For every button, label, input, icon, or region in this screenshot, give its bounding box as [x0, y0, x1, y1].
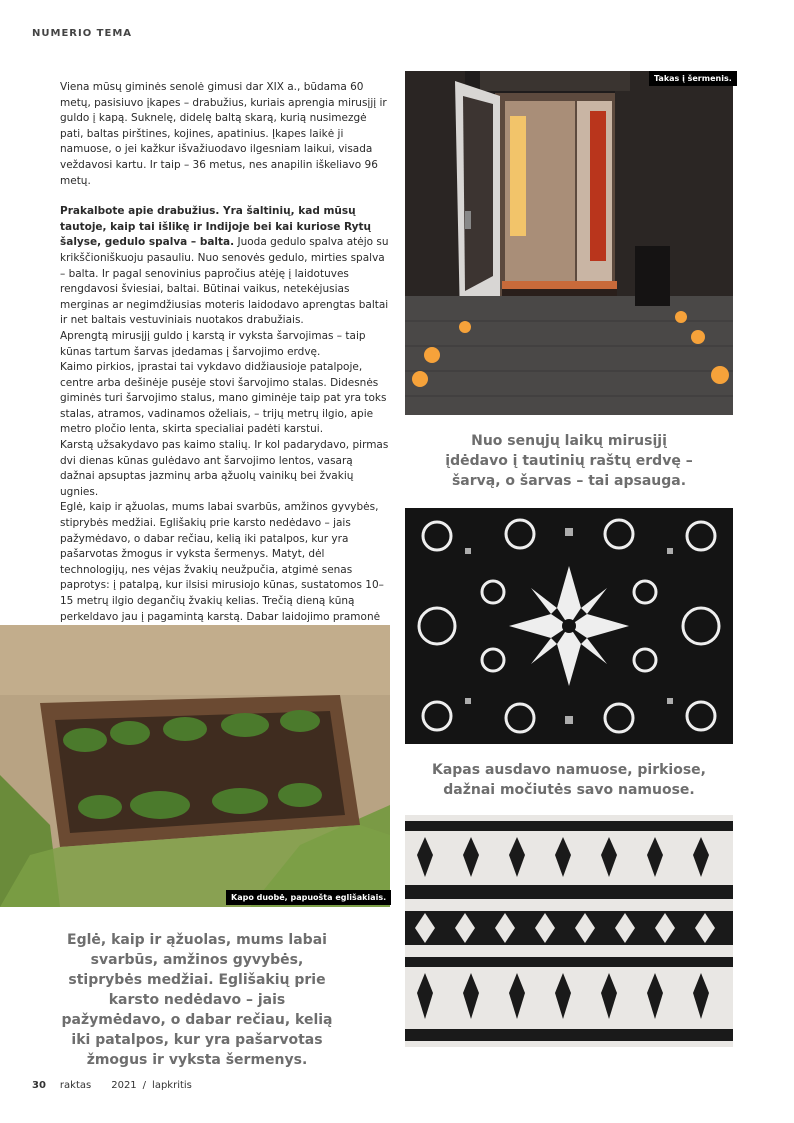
- article-body: [60, 80, 390, 641]
- section-label: NUMERIO TEMA: [32, 28, 133, 39]
- door-candles-photo: [405, 71, 733, 415]
- answer-text: Juoda gedulo spalva atėjo su krikščioniškuoju pasauliu. Nuo senovės gedulo, mirties spalva – balta. Ir pagal senovinius papročius atėję į laidotuves rengdavosi šviesiai, baltai. Būtinai vaikus, netekėjusias merginas ar negimdžiusias moteris laidodavo aprengtas baltai ir net baltais vestuviniais nuotakos drabužiais.: [60, 236, 389, 327]
- pull-quote: Nuo senųjų laikų mirusįjį įdėdavo į tautinių raštų erdvę – šarvą, o šarvas – tai apsauga.: [445, 433, 693, 489]
- paragraph: Karstą užsakydavo pas kaimo stalių. Ir kol padarydavo, pirmas dvi dienas kūnas gulėdavo ant šarvojimo lentos, vasarą dažnai apsuptas jazminų arba ąžuolų vainikų bei žvakių ugnies.: [60, 439, 389, 498]
- issue-separator: /: [142, 1080, 147, 1091]
- question-lead: Prakalbote apie drabužius. Yra šaltinių, kad mūsų tautoje, kaip tai išlikę ir Indijoje bei kai kuriose Rytų šalyse, gedulo spalva – balta.: [60, 205, 371, 249]
- paragraph: Kaimo pirkios, įprastai tai vykdavo didžiausioje patalpoje, centre arba dešinėje pusėje stovi šarvojimo stalas. Didesnės giminės turi šarvojimo stalus, mano giminėje taip pat yra toks stalas, atramos, vadinamos oželiais, – trijų metrų ilgio, apie metro pločio lenta, skirta specialiai padėti karstui.: [60, 361, 387, 436]
- issue-month: lapkritis: [152, 1080, 192, 1091]
- paragraph: Aprengtą mirusįjį guldo į karstą ir vyksta šarvojimas – taip kūnas tartum šarvas įdedamas į šarvojimo erdvę.: [60, 329, 366, 358]
- pull-quote: Eglė, kaip ir ąžuolas, mums labai svarbūs, amžinos gyvybės, stiprybės medžiai. Eglišakių prie karsto nedėdavo – jais pažymėdavo, o dabar rečiau, kelią iki patalpos, kur yra pašarvotas žmogus ir vyksta šermenys.: [61, 932, 333, 1068]
- page-footer: [32, 1080, 198, 1091]
- woven-textile-photo: [405, 508, 733, 744]
- woven-band-photo: [405, 815, 733, 1047]
- magazine-name: raktas: [59, 1080, 92, 1091]
- photo-caption: Takas į šermenis.: [649, 71, 737, 86]
- page-number: 30: [32, 1080, 46, 1091]
- paragraph: Eglė, kaip ir ąžuolas, mums labai svarbūs, amžinos gyvybės, stiprybės medžiai. Eglišakių prie karsto nedėdavo – jais pažymėdavo, o dabar rečiau, kelią iki patalpos, kur yra pašarvotas žmogus ir vyksta šermenys. Matyt, dėl technologijų, nes vėjas žvakių neužpučia, atgimė senas paprotys: į patalpą, kur ilsisi mirusiojo kūnas, sustatomos 10–15 metrų ilgio degančių žvakių kelias. Trečią dieną kūną perkeldavo jau į pagamintą karstą. Dabar laidojimo pramonė: [60, 501, 384, 623]
- pull-quote: Kapas ausdavo namuose, pirkiose, dažnai močiutės savo namuose.: [431, 762, 706, 798]
- photo-caption: Kapo duobė, papuošta eglišakiais.: [226, 890, 391, 905]
- issue-year: 2021: [111, 1080, 137, 1091]
- grave-photo: [0, 625, 390, 907]
- paragraph: [60, 204, 390, 329]
- paragraph: Viena mūsų giminės senolė gimusi dar XIX a., būdama 60 metų, pasisiuvo įkapes – drabužius, kuriais aprengia mirusįjį ir guldo į kapą. Suknelę, didelę baltą skarą, kurią nusimezgė pati, baltas pirštines, kojines, apatinius. Įkapes laikė ji namuose, o jei kažkur išvažiuodavo ilgesniam laikui, visada veždavosi kartu. Ir taip – 36 metus, nes anapilin iškeliavo 96 metų.: [60, 81, 387, 187]
